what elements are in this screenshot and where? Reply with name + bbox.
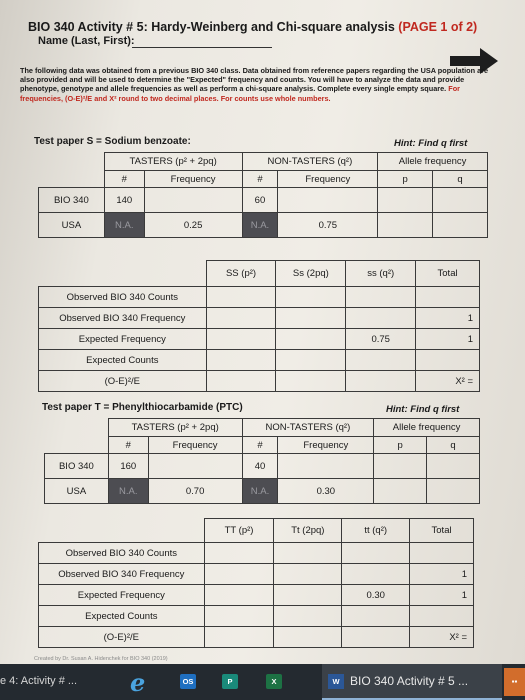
test2-hint: Hint: Find q first [386, 404, 460, 415]
table-cell[interactable] [416, 287, 480, 308]
allele-frequency-header: Allele frequency [378, 153, 488, 171]
table-cell: N.A. [242, 213, 278, 238]
table-cell: 1 [416, 329, 480, 350]
col-count: # [104, 171, 144, 188]
taskbar-active-label: BIO 340 Activity # 5 ... [350, 674, 469, 688]
test2-phenotype-table [44, 418, 480, 504]
table-cell: 0.75 [278, 213, 378, 238]
col-p: p [374, 437, 427, 454]
table-row [39, 350, 480, 371]
col-homozygous-recessive: tt (q²) [342, 519, 410, 543]
table-cell[interactable] [274, 564, 342, 585]
row-label: (O-E)²/E [39, 371, 207, 392]
table-cell[interactable] [274, 627, 342, 648]
table-cell[interactable] [346, 371, 416, 392]
table-cell[interactable] [374, 454, 427, 479]
table-cell[interactable] [276, 371, 346, 392]
row-label: Observed BIO 340 Frequency [39, 564, 205, 585]
table-cell[interactable] [274, 543, 342, 564]
table-cell[interactable] [410, 606, 474, 627]
table-cell: 1 [410, 585, 474, 606]
table-cell[interactable] [346, 350, 416, 371]
app-icon[interactable]: ▪▪ [504, 668, 525, 696]
table-cell[interactable] [204, 585, 274, 606]
table-cell[interactable] [274, 606, 342, 627]
row-label: Expected Counts [39, 606, 205, 627]
table-row [39, 188, 488, 213]
table-cell[interactable] [204, 606, 274, 627]
taskbar-item-bio340-activity[interactable] [322, 664, 502, 700]
col-total: Total [410, 519, 474, 543]
tasters-header: TASTERS (p² + 2pq) [108, 419, 242, 437]
table-cell[interactable] [378, 188, 433, 213]
nontasters-header: NON-TASTERS (q²) [242, 153, 378, 171]
table-cell[interactable] [206, 350, 276, 371]
table-cell[interactable] [346, 308, 416, 329]
test2-label: Test paper T = Phenylthiocarbamide (PTC) [42, 402, 243, 413]
table-cell[interactable] [276, 287, 346, 308]
table-row [39, 371, 480, 392]
table-row [45, 454, 480, 479]
table-cell: N.A. [242, 479, 278, 504]
table-cell: 0.30 [342, 585, 410, 606]
table-cell[interactable] [274, 585, 342, 606]
nontasters-header: NON-TASTERS (q²) [242, 419, 374, 437]
row-label: USA [39, 213, 105, 238]
table-cell: 0.70 [148, 479, 242, 504]
tasters-header: TASTERS (p² + 2pq) [104, 153, 242, 171]
table-cell[interactable] [278, 188, 378, 213]
table-cell[interactable] [278, 454, 374, 479]
table-cell[interactable] [144, 188, 242, 213]
table-cell[interactable] [206, 329, 276, 350]
row-label: (O-E)²/E [39, 627, 205, 648]
table-cell[interactable] [342, 564, 410, 585]
row-label: BIO 340 [45, 454, 109, 479]
internet-explorer-icon[interactable]: e [130, 668, 146, 697]
table-cell: 140 [104, 188, 144, 213]
row-label: Expected Counts [39, 350, 207, 371]
test1-phenotype-table [38, 152, 488, 238]
col-heterozygous: Tt (2pq) [274, 519, 342, 543]
table-cell[interactable] [378, 213, 433, 238]
name-label: Name (Last, First): [38, 35, 135, 47]
table-cell[interactable] [374, 479, 427, 504]
name-field-line [132, 47, 272, 48]
table-cell[interactable] [276, 308, 346, 329]
col-p: p [378, 171, 433, 188]
test2-chi-square-table [38, 518, 474, 648]
table-cell: N.A. [104, 213, 144, 238]
chi-square-total[interactable]: X² = [416, 371, 480, 392]
table-cell[interactable] [433, 213, 488, 238]
table-cell[interactable] [204, 564, 274, 585]
col-q: q [433, 171, 488, 188]
table-cell: 160 [108, 454, 148, 479]
row-label: Expected Frequency [39, 329, 207, 350]
table-cell[interactable] [148, 454, 242, 479]
table-cell[interactable] [410, 543, 474, 564]
table-cell: 60 [242, 188, 278, 213]
table-cell: 1 [416, 308, 480, 329]
test1-chi-square-table [38, 260, 480, 392]
col-frequency: Frequency [148, 437, 242, 454]
col-frequency: Frequency [144, 171, 242, 188]
table-row [39, 287, 480, 308]
test1-hint: Hint: Find q first [394, 138, 468, 149]
table-cell: 0.75 [346, 329, 416, 350]
table-cell[interactable] [416, 350, 480, 371]
credit-line: Created by Dr. Susan A. Hidenchek for BIO 340 (2019) [34, 656, 168, 662]
table-row [45, 479, 480, 504]
table-cell[interactable] [276, 350, 346, 371]
col-homozygous-recessive: ss (q²) [346, 261, 416, 287]
row-label: USA [45, 479, 109, 504]
table-cell[interactable] [346, 287, 416, 308]
table-row [39, 564, 474, 585]
col-count: # [242, 437, 278, 454]
row-label: Observed BIO 340 Frequency [39, 308, 207, 329]
row-label: Observed BIO 340 Counts [39, 543, 205, 564]
table-cell[interactable] [342, 606, 410, 627]
chi-square-total[interactable]: X² = [410, 627, 474, 648]
rounding-note: For frequencies, (O-E)²/E and X² round to two decimal places. For counts use whole numbers. [20, 84, 461, 103]
table-cell: 40 [242, 454, 278, 479]
taskbar-item-activity[interactable]: e 4: Activity # ... [0, 675, 78, 687]
taskbar [0, 664, 525, 700]
table-cell[interactable] [342, 543, 410, 564]
table-cell[interactable] [206, 308, 276, 329]
table-cell[interactable] [206, 287, 276, 308]
table-cell[interactable] [206, 371, 276, 392]
table-cell: N.A. [108, 479, 148, 504]
excel-icon[interactable]: X [266, 674, 282, 689]
row-label: Expected Frequency [39, 585, 205, 606]
table-cell: 1 [410, 564, 474, 585]
table-row [39, 606, 474, 627]
publisher-icon[interactable]: P [222, 674, 238, 689]
page-title: BIO 340 Activity # 5: Hardy-Weinberg and Chi-square analysis (PAGE 1 of 2) [28, 20, 478, 34]
table-cell[interactable] [433, 188, 488, 213]
instructions: The following data was obtained from a previous BIO 340 class. Data obtained from reference papers regarding the USA population are also provided and will be used to determine the "Expected" frequency and counts. You will have to analyze the data and provide phenotype, genotype and allele frequencies as well as perform a chi-square analysis. Complete every single empty square. For frequencies, (O-E)²/E and X² round to two decimal places. For counts use whole numbers. [20, 66, 489, 103]
word-icon: W [328, 674, 344, 689]
outlook-icon[interactable]: OS [180, 674, 196, 689]
col-frequency: Frequency [278, 437, 374, 454]
row-label: BIO 340 [39, 188, 105, 213]
table-cell[interactable] [204, 627, 274, 648]
table-cell[interactable] [342, 627, 410, 648]
table-cell[interactable] [427, 454, 480, 479]
table-cell[interactable] [204, 543, 274, 564]
col-total: Total [416, 261, 480, 287]
table-cell: 0.25 [144, 213, 242, 238]
table-cell[interactable] [427, 479, 480, 504]
table-cell: 0.30 [278, 479, 374, 504]
col-count: # [242, 171, 278, 188]
col-q: q [427, 437, 480, 454]
row-label: Observed BIO 340 Counts [39, 287, 207, 308]
allele-frequency-header: Allele frequency [374, 419, 480, 437]
col-homozygous-dominant: TT (p²) [204, 519, 274, 543]
table-cell[interactable] [276, 329, 346, 350]
table-row [39, 585, 474, 606]
col-heterozygous: Ss (2pq) [276, 261, 346, 287]
col-homozygous-dominant: SS (p²) [206, 261, 276, 287]
table-row [39, 543, 474, 564]
col-frequency: Frequency [278, 171, 378, 188]
col-count: # [108, 437, 148, 454]
page-number-label: (PAGE 1 of 2) [398, 20, 478, 34]
test1-label: Test paper S = Sodium benzoate: [34, 136, 191, 147]
table-row [39, 308, 480, 329]
table-row [39, 329, 480, 350]
table-row [39, 213, 488, 238]
table-row [39, 627, 474, 648]
